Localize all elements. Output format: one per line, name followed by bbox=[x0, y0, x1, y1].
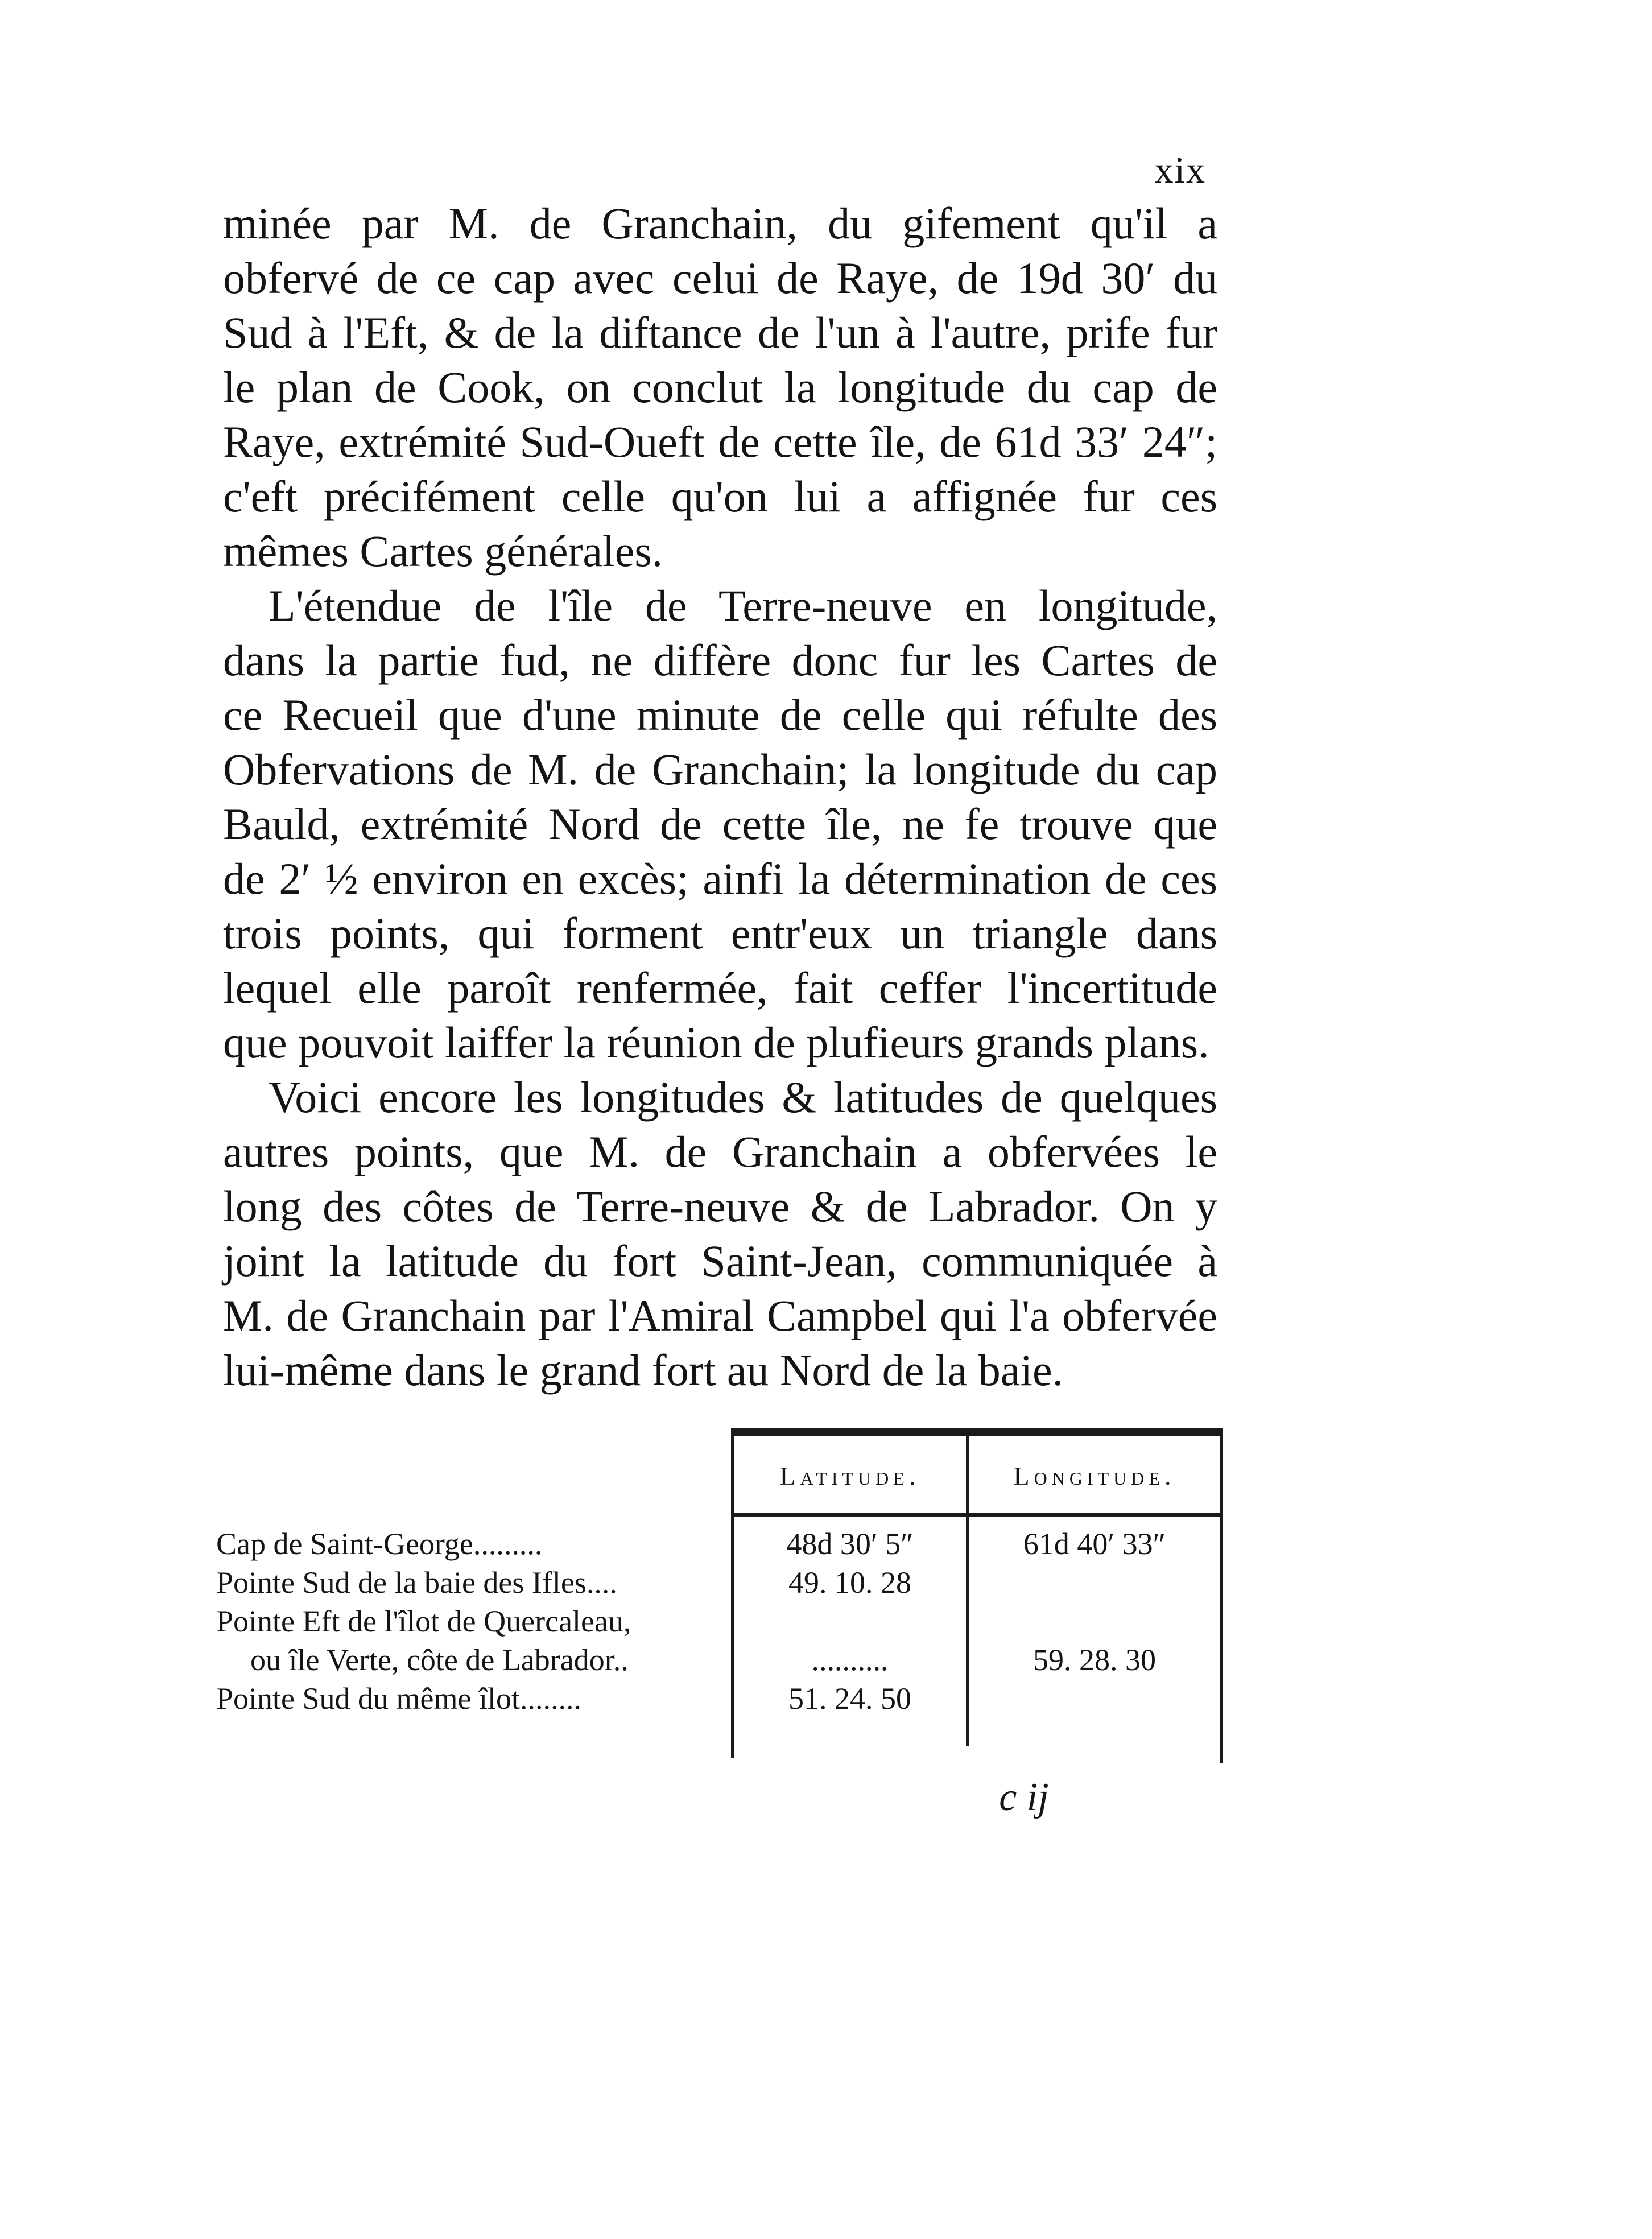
column-divider bbox=[731, 1428, 734, 1758]
text-line: obfervé de ce cap avec celui de Raye, de 19d 30′ du bbox=[223, 253, 1217, 303]
text-line: dans la partie fud, ne diffère donc fur les Cartes de bbox=[223, 635, 1217, 685]
table-cell-latitude: 51. 24. 50 bbox=[788, 1682, 911, 1716]
body-text bbox=[223, 196, 1217, 1398]
text-line: lequel elle paroît renfermée, fait ceffer l'incertitude bbox=[223, 963, 1217, 1013]
column-divider bbox=[966, 1428, 969, 1746]
paragraph-1 bbox=[223, 196, 1217, 579]
text-line: long des côtes de Terre-neuve & de Labrador. On y bbox=[223, 1182, 1217, 1231]
paragraph-3 bbox=[223, 1070, 1217, 1398]
text-line: Obfervations de M. de Granchain; la longitude du cap bbox=[223, 745, 1217, 794]
signature-mark: c ij bbox=[999, 1775, 1049, 1819]
table-row-label: ou île Verte, côte de Labrador.. bbox=[250, 1643, 629, 1677]
text-line: joint la latitude du fort Saint-Jean, communiquée à bbox=[223, 1236, 1217, 1286]
text-line: mêmes Cartes générales. bbox=[223, 526, 663, 576]
table-cell-latitude: 49. 10. 28 bbox=[788, 1565, 911, 1600]
table-row-label: Pointe Sud du même îlot........ bbox=[216, 1682, 581, 1716]
latitude-header: Latitude. bbox=[779, 1461, 920, 1490]
text-line: trois points, qui forment entr'eux un triangle dans bbox=[223, 908, 1217, 958]
text-line: minée par M. de Granchain, du gifement qu'il a bbox=[223, 199, 1217, 248]
page-number: xix bbox=[1154, 150, 1206, 191]
table-cell-latitude: 48d 30′ 5″ bbox=[786, 1527, 914, 1561]
text-line: L'étendue de l'île de Terre-neuve en longitude, bbox=[269, 581, 1217, 630]
table-row-label: Cap de Saint-George......... bbox=[216, 1527, 543, 1561]
text-line: Bauld, extrémité Nord de cette île, ne fe trouve que bbox=[223, 799, 1217, 849]
text-line: Sud à l'Eft, & de la diftance de l'un à l'autre, prife fur bbox=[223, 308, 1217, 357]
table-header-rule bbox=[731, 1513, 1223, 1517]
table-row-label: Pointe Sud de la baie des Ifles.... bbox=[216, 1565, 617, 1600]
text-line: de 2′ ½ environ en excès; ainfi la détermination de ces bbox=[223, 854, 1217, 903]
text-line: Raye, extrémité Sud-Oueft de cette île, de 61d 33′ 24″; bbox=[223, 417, 1217, 466]
text-line: lui-même dans le grand fort au Nord de la baie. bbox=[223, 1345, 1064, 1395]
text-line: M. de Granchain par l'Amiral Campbel qui l'a obfervée bbox=[223, 1291, 1217, 1340]
text-line: que pouvoit laiffer la réunion de plufieurs grands plans. bbox=[223, 1018, 1209, 1067]
table-top-rule bbox=[731, 1428, 1223, 1436]
text-line: autres points, que M. de Granchain a obfervées le bbox=[223, 1127, 1217, 1176]
table-cell-longitude bbox=[970, 1679, 1219, 1718]
table-cell-latitude bbox=[735, 1602, 965, 1641]
column-divider bbox=[1220, 1428, 1223, 1763]
text-line: ce Recueil que d'une minute de celle qui réfulte des bbox=[223, 690, 1217, 740]
coordinates-table bbox=[216, 1428, 1229, 1763]
paragraph-2 bbox=[223, 579, 1217, 1070]
text-line: c'eft précifément celle qu'on lui a affignée fur ces bbox=[223, 472, 1217, 521]
table-cell-latitude: .......... bbox=[811, 1643, 889, 1677]
text-line: Voici encore les longitudes & latitudes de quelques bbox=[269, 1072, 1217, 1122]
table-cell-longitude: 59. 28. 30 bbox=[1033, 1643, 1156, 1677]
table-cell-longitude: 61d 40′ 33″ bbox=[1023, 1527, 1166, 1561]
table-cell-longitude bbox=[970, 1563, 1219, 1602]
longitude-header: Longitude. bbox=[1013, 1461, 1176, 1490]
text-line: le plan de Cook, on conclut la longitude du cap de bbox=[223, 362, 1217, 412]
table-cell-longitude bbox=[970, 1602, 1219, 1641]
table-row-label: Pointe Eft de l'îlot de Quercaleau, bbox=[216, 1604, 631, 1638]
